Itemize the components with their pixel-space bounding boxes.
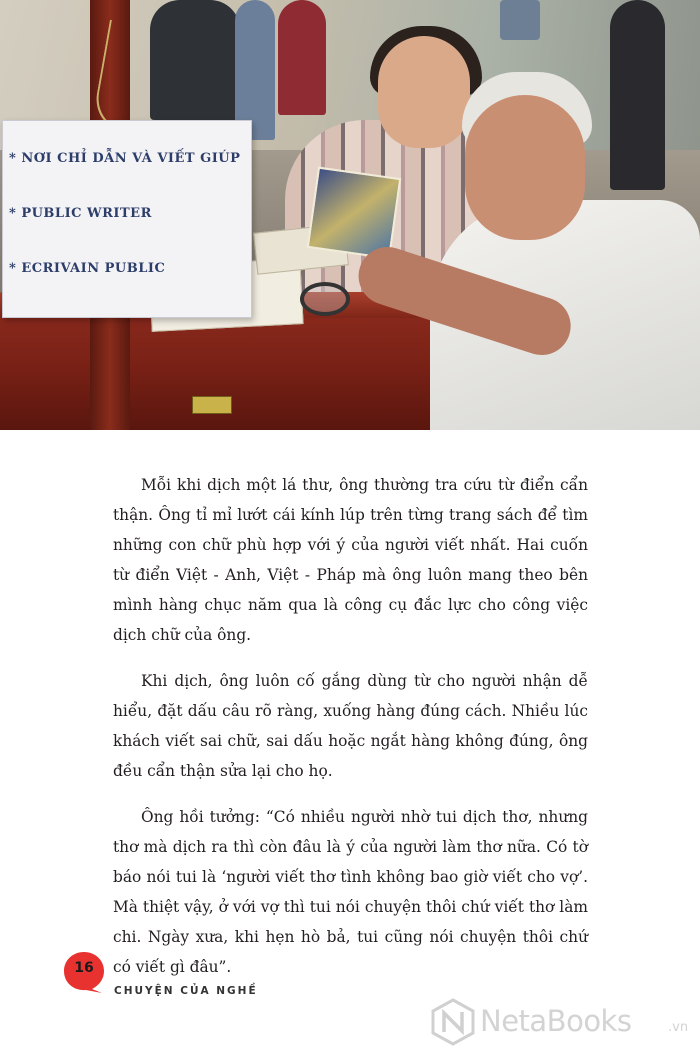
public-writer-sign	[2, 120, 252, 318]
watermark-text: NetaBooks	[480, 1004, 632, 1038]
cover-photo	[0, 0, 700, 430]
background-person	[610, 0, 665, 190]
background-person	[278, 0, 326, 115]
body-text	[113, 470, 588, 998]
watermark-suffix: .vn	[668, 1020, 689, 1035]
desk-tag	[192, 396, 232, 414]
sign-line: * PUBLIC WRITER	[9, 206, 152, 221]
paragraph: Khi dịch, ông luôn cố gắng dùng từ cho người nhận dễ hiểu, đặt dấu câu rõ ràng, xuống hàng đúng cách. Nhiều lúc khách viết sai chữ, sai dấu hoặc ngắt hàng không đúng, ông đều cẩn thận sửa lại cho họ.	[113, 672, 588, 780]
background-person	[235, 0, 275, 140]
booklet	[307, 167, 402, 260]
woman-head	[378, 36, 470, 148]
page-number: 16	[74, 960, 94, 976]
background-person	[500, 0, 540, 40]
paragraph: Mỗi khi dịch một lá thư, ông thường tra cứu từ điển cẩn thận. Ông tỉ mỉ lướt cái kính lúp trên từng trang sách để tìm những con chữ phù hợp với ý của người viết nhất. Hai cuốn từ điển Việt - Anh, Việt - Pháp mà ông luôn mang theo bên mình hàng chục năm qua là công cụ đắc lực cho công việc dịch chữ của ông.	[113, 476, 588, 644]
paragraph: Ông hồi tưởng: “Có nhiều người nhờ tui dịch thơ, nhưng thơ mà dịch ra thì còn đâu là ý của người làm thơ nữa. Có tờ báo nói tui là ‘người viết thơ tình không bao giờ viết cho vợ’. Mà thiệt vậy, ở với vợ thì tui nói chuyện thôi chứ viết thơ làm chi. Ngày xưa, khi hẹn hò bả, tui cũng nói chuyện thôi chứ có viết gì đâu”.	[113, 808, 588, 976]
running-title: CHUYỆN CỦA NGHỀ	[114, 985, 258, 997]
sign-line: * ECRIVAIN PUBLIC	[9, 261, 166, 276]
sign-line: * NƠI CHỈ DẪN VÀ VIẾT GIÚP	[9, 151, 241, 166]
netabooks-logo-icon	[430, 998, 476, 1046]
magnifier-icon	[300, 282, 350, 316]
elderly-man-head	[465, 95, 585, 240]
